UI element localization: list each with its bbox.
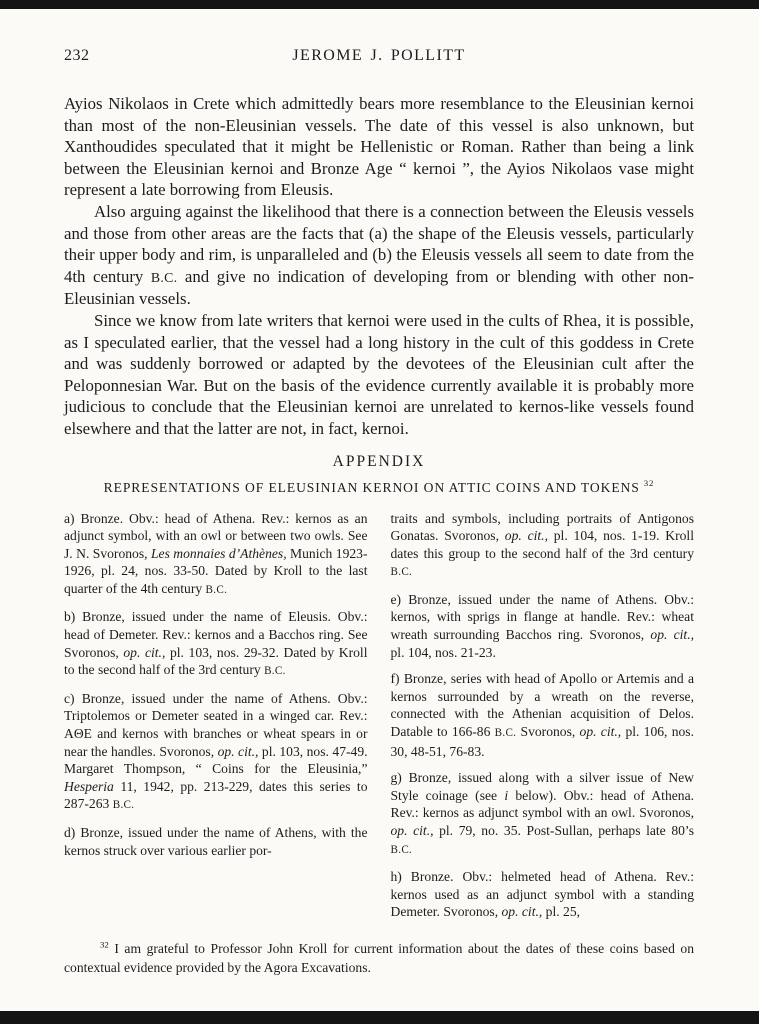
appendix-entry-g: g) Bronze, issued along with a silver issue of New Style coinage (see i below). Obv.: head of Athena. Rev.: kernos as adjunct symbol with an owl. Svoronos, op. cit., pl. 79, no. 35. Post-Sullan, perhaps late 80’s B.C. (390, 770, 695, 856)
appendix-entry-e: e) Bronze, issued under the name of Athens. Obv.: kernos, with sprigs in flange at handle. Rev.: wheat wreath surrounding Bacchos ring. Svoronos, op. cit., pl. 104, nos. 21-23. (390, 591, 694, 660)
appendix-right-column (391, 510, 695, 921)
appendix-subtitle (64, 477, 694, 496)
appendix-entry-d-continued: traits and symbols, including portraits of Antigonos Gonatas. Svoronos, op. cit., pl. 104, nos. 1-19. Kroll dates this group to the second half of the 3rd century B.C. (390, 510, 694, 579)
page-header (64, 47, 694, 69)
paragraph: Since we know from late writers that kernoi were used in the cults of Rhea, it is possible, as I speculated earlier, that the vessel had a long history in the cult of this goddess in Crete and was suddenly borrowed or adapted by the devotees of the Eleusinian cult after the Peloponnesian War. But on the basis of the evidence currently available it is probably more judicious to conclude that the Eleusinian kernoi are unrelated to kernos-like vessels found elsewhere and that the latter are not, in fact, kernoi. (64, 310, 694, 438)
appendix-left-column (64, 510, 368, 921)
appendix-entry-b: b) Bronze, issued under the name of Eleusis. Obv.: head of Demeter. Rev.: kernos and a Bacchos ring. See Svoronos, op. cit., pl. 103, nos. 29-32. Dated by Kroll to the second half of the 3rd century B.C. (64, 609, 368, 678)
footnote-text: I am grateful to Professor John Kroll for current information about the dates of these coins based on contextual evidence provided by the Agora Excavations. (64, 940, 694, 975)
footnote-number: 32 (100, 939, 109, 950)
footnote-ref-marker: 32 (643, 477, 655, 488)
appendix-subtitle-text: REPRESENTATIONS OF ELEUSINIAN KERNOI ON ATTIC COINS AND TOKENS (103, 479, 640, 495)
page-number: 232 (64, 47, 90, 64)
appendix-entry-a: a) Bronze. Obv.: head of Athena. Rev.: kernos as an adjunct symbol, with an owl or between two owls. See J. N. Svoronos, Les monnaies d’Athènes, Munich 1923-1926, pl. 24, nos. 33-50. Dated by Kroll to the last quarter of the 4th century B.C. (64, 510, 368, 596)
appendix-entry-c: c) Bronze, issued under the name of Athens. Obv.: Triptolemos or Demeter seated in a winged car. Rev.: AΘE and kernos with branches or wheat spears in or near the handles. Svoronos, op. cit., pl. 103, nos. 47-49. Margaret Thompson, “ Coins for the Eleusinia,” Hesperia 11, 1942, pp. 213-229, dates this series to 287-263 B.C. (64, 690, 368, 812)
appendix-title: APPENDIX (332, 452, 426, 470)
appendix-entry-f: f) Bronze, series with head of Apollo or Artemis and a kernos surrounded by a wreath on the reverse, connected with the Athenian acquisition of Delos. Datable to 166-86 B.C. Svoronos, op. cit., pl. 106, nos. 30, 48-51, 76-83. (390, 671, 694, 759)
body-text (64, 93, 694, 440)
appendix-entry-h: h) Bronze. Obv.: helmeted head of Athena. Rev.: kernos used as an adjunct symbol with a standing Demeter. Svoronos, op. cit., pl. 25, (390, 869, 694, 920)
scan-edge-top-bar (0, 0, 759, 9)
page-content (64, 9, 694, 977)
footnote (64, 939, 694, 977)
appendix-entry-d: d) Bronze, issued under the name of Athens, with the kernos struck over various earlier por- (64, 825, 368, 858)
paragraph: Also arguing against the likelihood that there is a connection between the Eleusis vessels and those from other areas are the facts that (a) the shape of the Eleusis vessels, particularly their upper body and rim, is unparalleled and (b) the Eleusis vessels all seem to date from the 4th century B.C. and give no indication of developing from or blending with other non-Eleusinian vessels. (64, 201, 694, 309)
scan-edge-bottom-bar (0, 1011, 759, 1024)
running-head: JEROME J. POLLITT (292, 47, 466, 64)
paragraph: Ayios Nikolaos in Crete which admittedly bears more resemblance to the Eleusinian kernoi than most of the non-Eleusinian vessels. The date of this vessel is also unknown, but Xanthoudides speculated that it might be Hellenistic or Roman. Rather than being a link between the Eleusinian kernoi and Bronze Age “ kernoi ”, the Ayios Nikolaos vase might represent a late borrowing from Eleusis. (64, 94, 694, 200)
appendix-columns (64, 510, 694, 921)
